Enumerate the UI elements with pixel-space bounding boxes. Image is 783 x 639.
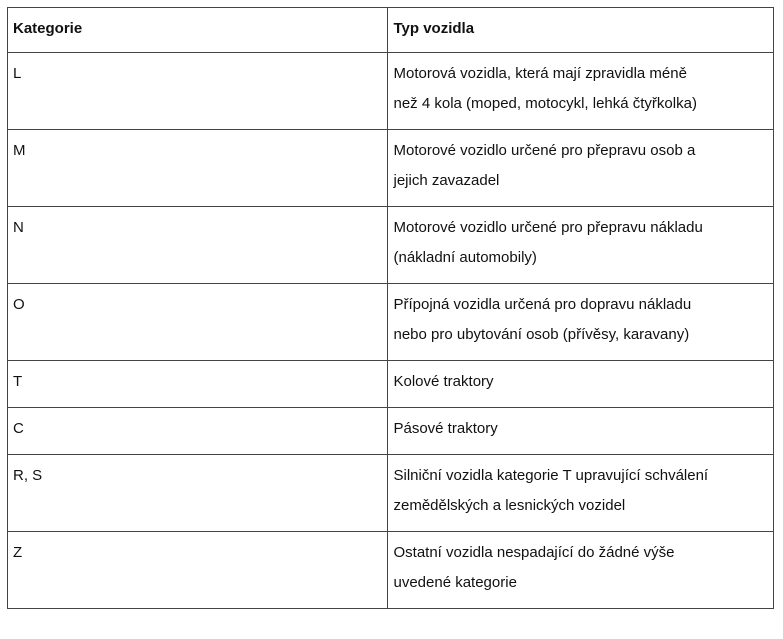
category-cell [8, 207, 388, 284]
vehicle-type-cell [388, 455, 774, 532]
table-row [8, 408, 774, 455]
vehicle-type-cell [388, 361, 774, 408]
vehicle-type-cell [388, 532, 774, 609]
category-cell [8, 361, 388, 408]
vehicle-type-line: Kolové traktory [393, 373, 494, 390]
table-header-row [8, 8, 774, 53]
category-value: Z [13, 544, 23, 561]
vehicle-type-line: Pásové traktory [393, 420, 498, 437]
vehicle-type-cell [388, 284, 774, 361]
vehicle-type-line: Motorová vozidla, která mají zpravidla méně [393, 65, 687, 82]
vehicle-type-line: nebo pro ubytování osob (přívěsy, karavany) [393, 326, 690, 343]
vehicle-type-line: Přípojná vozidla určená pro dopravu nákladu [393, 296, 692, 313]
category-value: N [13, 219, 24, 236]
category-value: O [13, 296, 25, 313]
category-cell [8, 532, 388, 609]
vehicle-type-cell [388, 207, 774, 284]
vehicle-type-line: Motorové vozidlo určené pro přepravu osob a [393, 142, 696, 159]
header-vehicle-type-label: Typ vozidla [393, 20, 475, 37]
header-cell-vehicle-type [388, 8, 774, 53]
vehicle-type-cell [388, 53, 774, 130]
category-cell [8, 455, 388, 532]
category-value: T [13, 373, 23, 390]
vehicle-category-table [7, 7, 774, 609]
vehicle-type-line: Silniční vozidla kategorie T upravující schválení [393, 467, 709, 484]
vehicle-type-line: než 4 kola (moped, motocykl, lehká čtyřkolka) [393, 95, 697, 112]
table-row [8, 532, 774, 609]
table-row [8, 455, 774, 532]
table-row [8, 361, 774, 408]
vehicle-type-line: uvedené kategorie [393, 574, 517, 591]
category-cell [8, 130, 388, 207]
header-cell-category [8, 8, 388, 53]
vehicle-type-line: Motorové vozidlo určené pro přepravu nákladu [393, 219, 703, 236]
vehicle-type-line: Ostatní vozidla nespadající do žádné výše [393, 544, 675, 561]
header-category-label: Kategorie [13, 20, 83, 37]
vehicle-type-cell [388, 408, 774, 455]
vehicle-type-line: (nákladní automobily) [393, 249, 537, 266]
table-row [8, 284, 774, 361]
category-value: R, S [13, 467, 43, 484]
category-value: L [13, 65, 22, 82]
category-cell [8, 53, 388, 130]
table-row [8, 53, 774, 130]
category-cell [8, 284, 388, 361]
category-value: C [13, 420, 24, 437]
table-row [8, 207, 774, 284]
vehicle-type-line: zemědělských a lesnických vozidel [393, 497, 626, 514]
vehicle-type-cell [388, 130, 774, 207]
category-cell [8, 408, 388, 455]
table-row [8, 130, 774, 207]
category-value: M [13, 142, 26, 159]
vehicle-type-line: jejich zavazadel [393, 172, 500, 189]
